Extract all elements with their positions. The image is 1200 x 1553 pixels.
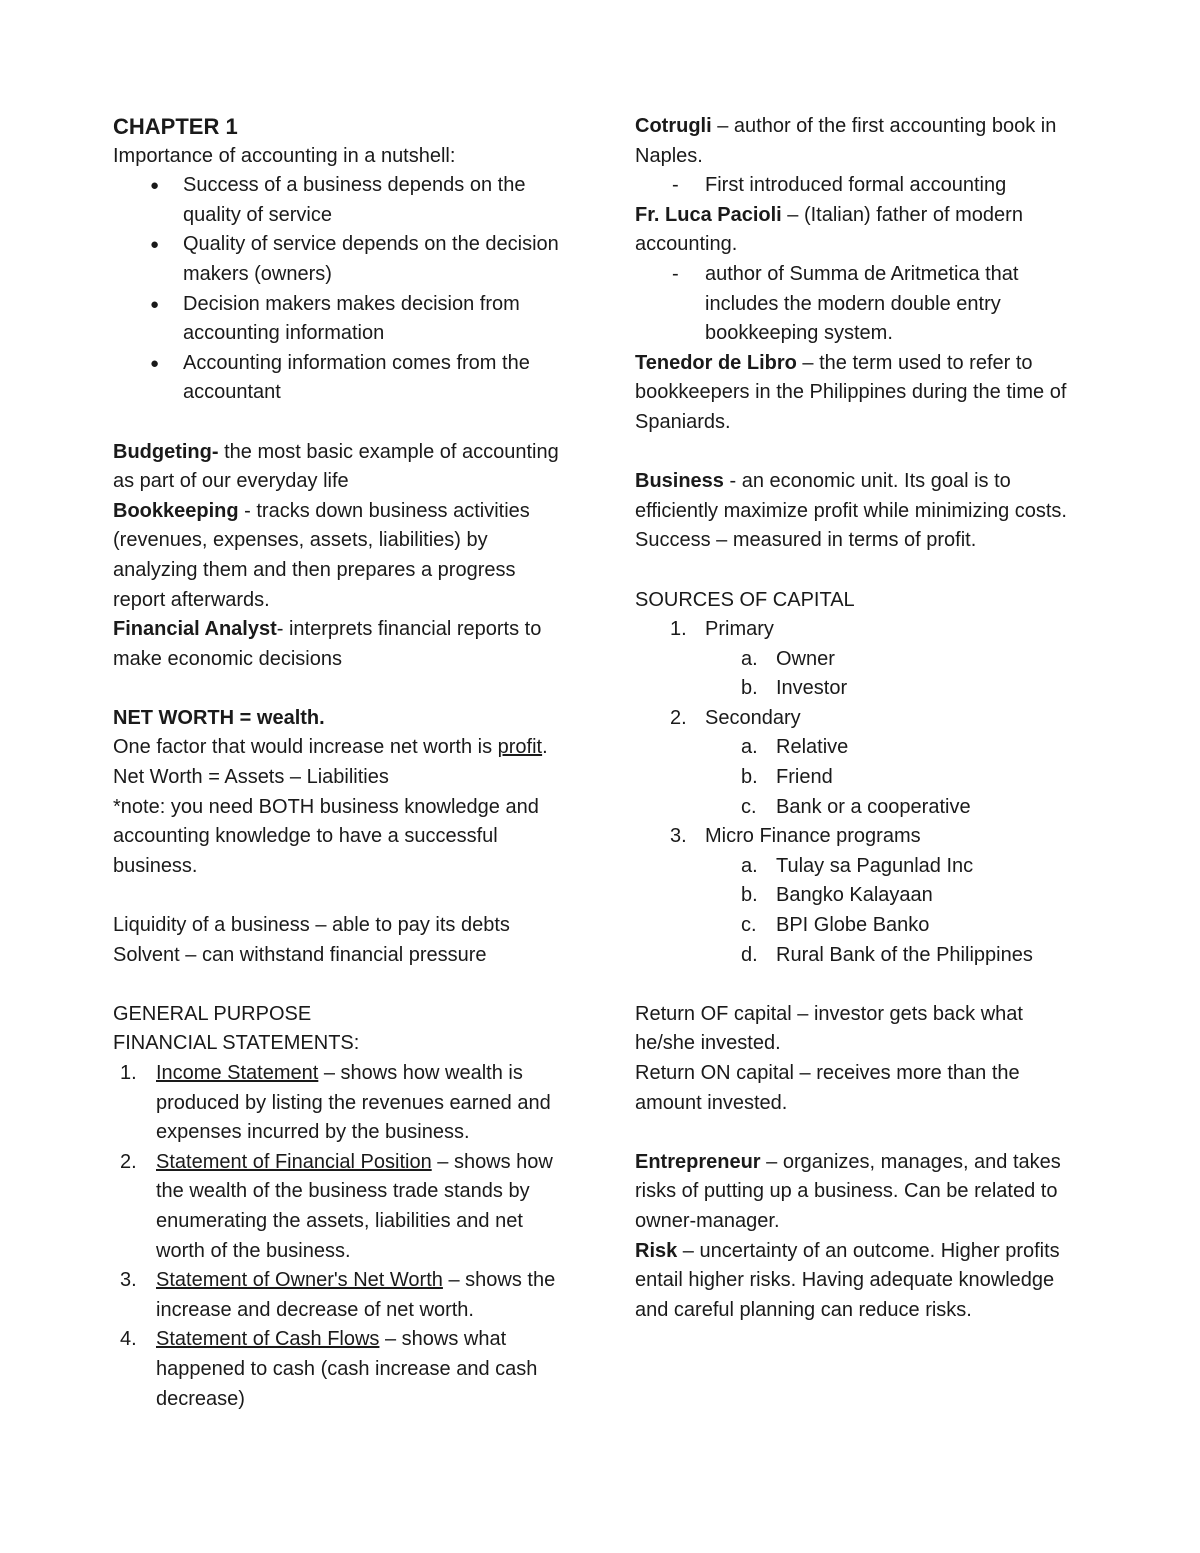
solvent-definition: Solvent – can withstand financial pressure (113, 943, 487, 966)
list-item: b. Bangko Kalayaan (741, 884, 933, 907)
bullet-icon: ● (150, 354, 160, 372)
list-item: 2. Secondary (670, 706, 801, 729)
capital-sources-list (635, 615, 1085, 970)
net-worth-formula: Net Worth = Assets – Liabilities (113, 766, 389, 789)
net-worth-note: *note: you need BOTH business knowledge and accounting knowledge to have a successful business. (113, 795, 539, 877)
list-item: a. Relative (741, 736, 849, 759)
financial-statements-list (113, 1059, 573, 1414)
entrepreneur-definition: Entrepreneur – organizes, manages, and takes risks of putting up a business. Can be related to owner-manager. (635, 1150, 1061, 1232)
list-item: 3. Micro Finance programs (670, 825, 921, 848)
list-item: c. BPI Globe Banko (741, 914, 930, 937)
bullet-icon: ● (150, 295, 160, 313)
list-item: ● Quality of service depends on the decision makers (owners) (113, 230, 573, 289)
financial-statements-heading: FINANCIAL STATEMENTS: (113, 1032, 360, 1055)
list-item: - author of Summa de Aritmetica that includes the modern double entry bookkeeping system. (672, 262, 1019, 345)
list-item: 3. Statement of Owner's Net Worth – shows the increase and decrease of net worth. (120, 1269, 556, 1321)
list-item: b. Investor (741, 677, 848, 700)
pacioli-definition: Fr. Luca Pacioli – (Italian) father of modern accounting. (635, 203, 1023, 256)
list-item: ● Decision makers makes decision from accounting information (113, 290, 573, 349)
list-item: 1. Income Statement – shows how wealth is produced by listing the revenues earned and expenses incurred by the business. (120, 1062, 551, 1144)
list-item: ● Accounting information comes from the accountant (113, 349, 573, 408)
net-worth-heading: NET WORTH = wealth. (113, 706, 325, 729)
cotrugli-definition: Cotrugli – author of the first accounting book in Naples. (635, 115, 1057, 167)
list-item: c. Bank or a cooperative (741, 795, 971, 818)
return-of-capital: Return OF capital – investor gets back what he/she invested. (635, 1002, 1023, 1055)
net-worth-factor: One factor that would increase net worth is profit. (113, 736, 548, 759)
list-item: - First introduced formal accounting (672, 174, 1007, 197)
list-item: ● Success of a business depends on the quality of service (113, 171, 573, 230)
bullet-icon: ● (150, 236, 160, 254)
financial-analyst-definition: Financial Analyst- interprets financial reports to make economic decisions (113, 618, 542, 670)
list-item: d. Rural Bank of the Philippines (741, 943, 1033, 966)
sources-of-capital-heading: SOURCES OF CAPITAL (635, 588, 855, 611)
list-item: a. Owner (741, 647, 835, 670)
chapter-title: CHAPTER 1 (113, 114, 238, 139)
list-item: 1. Primary (670, 618, 774, 641)
budgeting-definition: Budgeting- the most basic example of accounting as part of our everyday life (113, 440, 559, 493)
list-item: a. Tulay sa Pagunlad Inc (741, 854, 974, 877)
risk-definition: Risk – uncertainty of an outcome. Higher profits entail higher risks. Having adequate knowledge and careful planning can reduce risks. (635, 1239, 1060, 1321)
importance-intro: Importance of accounting in a nutshell: (113, 144, 456, 167)
business-definition: Business - an economic unit. Its goal is to efficiently maximize profit while minimizing costs. (635, 470, 1067, 522)
success-definition: Success – measured in terms of profit. (635, 529, 977, 552)
bookkeeping-definition: Bookkeeping - tracks down business activities (revenues, expenses, assets, liabilities) by analyzing them and then prepares a progress report afterwards. (113, 499, 530, 611)
importance-list (113, 171, 573, 408)
list-item: b. Friend (741, 766, 833, 789)
bullet-icon: ● (150, 177, 160, 195)
liquidity-definition: Liquidity of a business – able to pay its debts (113, 914, 510, 937)
tenedor-definition: Tenedor de Libro – the term used to refer to bookkeepers in the Philippines during the time of Spaniards. (635, 351, 1067, 433)
right-column (635, 112, 1085, 1325)
list-item: 2. Statement of Financial Position – shows how the wealth of the business trade stands by enumerating the assets, liabilities and net worth of the business. (120, 1150, 553, 1262)
general-purpose-heading: GENERAL PURPOSE (113, 1002, 312, 1025)
left-column (113, 112, 573, 1414)
list-item: 4. Statement of Cash Flows – shows what happened to cash (cash increase and cash decrease) (120, 1328, 538, 1410)
return-on-capital: Return ON capital – receives more than the amount invested. (635, 1062, 1020, 1114)
